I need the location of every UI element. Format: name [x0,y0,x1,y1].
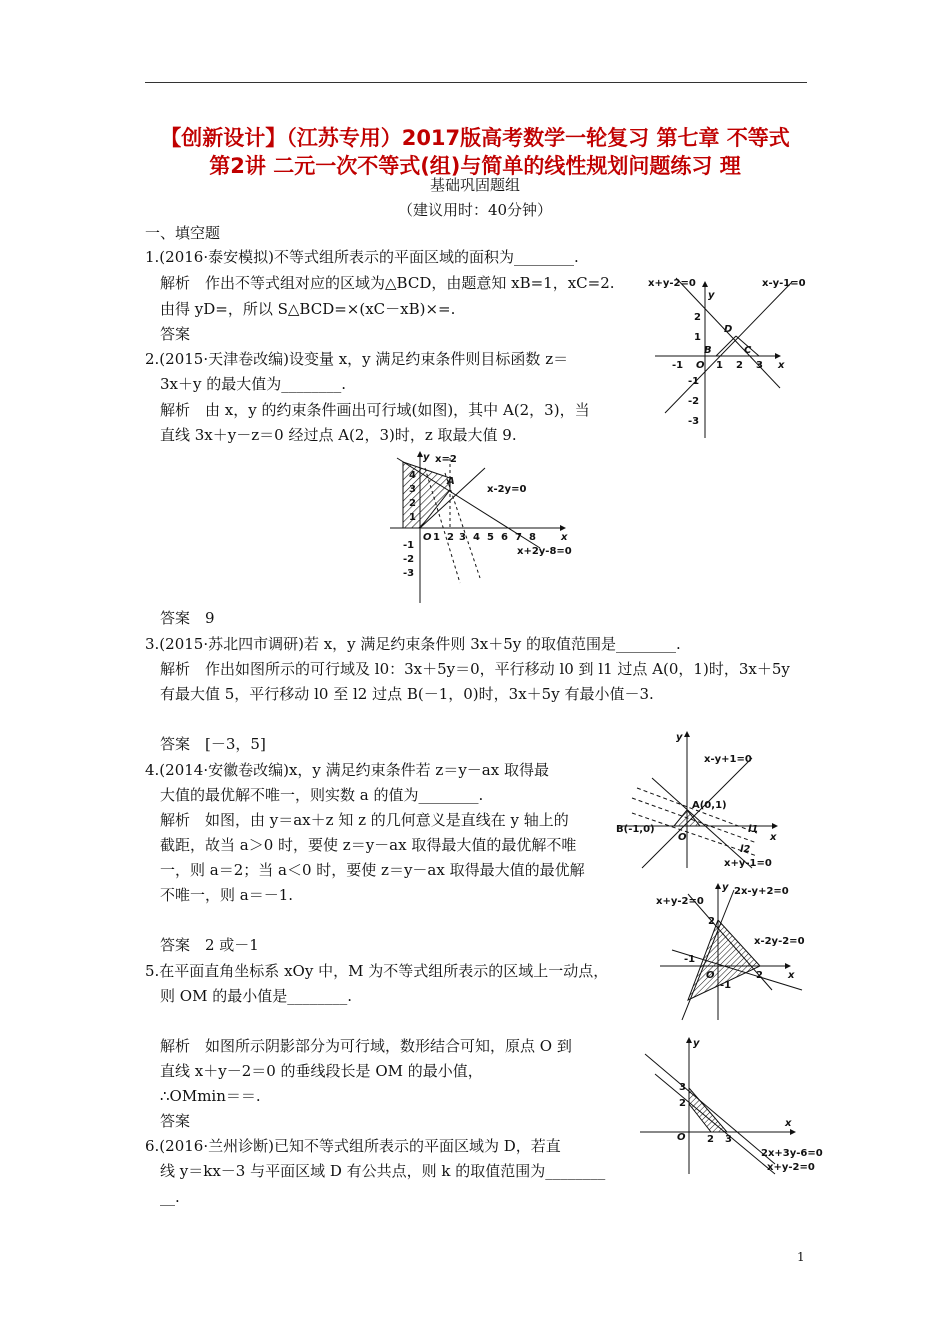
problem-5-answer: 答案 [160,1112,191,1130]
problem-3-answer: 答案 [－3，5] [160,735,266,753]
fig1-label-11: O [696,360,705,371]
fig2-label-10: 1 [433,532,440,543]
fig4-label-9: x [788,970,795,981]
problem-4-solution-line-1: 解析 如图，由 y＝ax＋z 知 z 的几何意义是直线在 y 轴上的 [160,811,569,829]
fig5-label-2: 3 [679,1082,686,1093]
problem-4-question-line-1: 4.(2014·安徽卷改编)x，y 满足约束条件若 z＝y－ax 取得最 [145,761,549,779]
problem-1-answer: 答案 [160,325,191,343]
figure-4-feasible-region [652,880,822,1026]
suggested-time: （建议用时：40分钟） [397,201,553,219]
fig1-label-15: -1 [688,376,700,387]
problem-4-question-line-2: 大值的最优解不唯一，则实数 a 的值为________. [160,786,484,804]
problem-5-question-line-2: 则 OM 的最小值是________. [160,987,352,1005]
fig1-label-12: 1 [716,360,723,371]
fig3-label-9: x+y-1=0 [724,858,772,869]
problem-5-solution-line-2: 直线 x＋y－2＝0 的垂线段长是 OM 的最小值， [160,1062,483,1080]
fig2-label-7: 2 [409,498,416,509]
fig2-label-3: A [447,476,455,487]
fig2-label-15: 6 [501,532,508,543]
fig3-label-7: l2 [740,844,751,855]
fig1-label-17: -3 [688,416,700,427]
fig1-label-9: C [744,345,752,356]
problem-6-question-line-3: __. [160,1188,180,1206]
fig1-label-3: y [708,290,715,301]
problem-6-question-line-2: 线 y＝kx－3 与平面区域 D 有公共点，则 k 的取值范围为________ [160,1162,606,1180]
fig4-label-7: O [706,970,715,981]
problem-2-question-line-2: 3x＋y 的最大值为________. [160,375,347,393]
group-heading: 基础巩固题组 [429,176,520,194]
figure-3-feasible-region [612,728,792,870]
problem-2-question-line-1: 2.(2015·天津卷改编)设变量 x，y 满足约束条件则目标函数 z＝ [145,350,569,368]
fig1-label-6: 1 [694,332,701,343]
fig5-label-8: 2x+3y-6=0 [761,1148,823,1159]
fig3-label-2: x-y+1=0 [704,754,752,765]
fig1-label-13: 2 [736,360,743,371]
fig4-label-10: -1 [720,980,732,991]
fig1-label-7: D [724,324,733,335]
fig3-label-3: A(0,1) [692,800,727,811]
problem-2-solution-line-1: 解析 由 x，y 的约束条件画出可行域(如图)，其中 A(2，3)，当 [160,401,590,419]
fig2-label-12: 3 [459,532,466,543]
fig4-label-1: x+y-2=0 [656,896,704,907]
fig5-label-1: y [693,1038,700,1049]
figure-5-feasible-region [635,1034,830,1176]
fig2-label-9: O [423,532,432,543]
fig2-label-5: 4 [409,470,416,481]
page-number: 1 [797,1250,805,1264]
problem-3-solution-line-1: 解析 作出如图所示的可行域及 l0：3x＋5y＝0，平行移动 l0 到 l1 过点 A(0，1)时，3x＋5y [160,660,790,678]
problem-5-solution-line-3: ∴OMmin＝＝. [160,1087,261,1105]
problem-5-solution-line-1: 解析 如图所示阴影部分为可行域，数形结合可知，原点 O 到 [160,1037,572,1055]
fig5-label-7: x [785,1118,792,1129]
fig2-label-14: 5 [487,532,494,543]
problem-3-question: 3.(2015·苏北四市调研)若 x，y 满足约束条件则 3x＋5y 的取值范围是________. [145,635,681,653]
problem-1-question: 1.(2016·泰安模拟)不等式组所表示的平面区域的面积为________. [145,248,579,266]
fig4-label-3: 2x-y+2=0 [734,886,789,897]
problem-5-question-line-1: 5.在平面直角坐标系 xOy 中，M 为不等式组所表示的区域上一动点， [145,962,609,980]
fig2-label-2: x=2 [435,454,457,465]
fig3-label-8: x [770,832,777,843]
header-rule [145,82,807,83]
fig1-label-5: 2 [694,312,701,323]
fig2-label-18: x [561,532,568,543]
fig2-label-19: -1 [403,540,415,551]
fig5-label-9: x+y-2=0 [767,1162,815,1173]
fig5-label-6: 3 [725,1134,732,1145]
problem-4-solution-line-2: 截距，故当 a＞0 时，要使 z＝y－ax 取得最大值的最优解不唯 [160,836,577,854]
problem-1-solution-line-2: 由得 yD=，所以 S△BCD=×(xC－xB)×=. [160,300,456,318]
fig2-label-16: 7 [515,532,522,543]
fig2-label-6: 3 [409,484,416,495]
fig1-label-1: x+y-2=0 [648,278,696,289]
problem-4-solution-line-3: 一，则 a＝2；当 a＜0 时，要使 z＝y－ax 取得最大值的最优解 [160,861,585,879]
problem-1-solution-line-1: 解析 作出不等式组对应的区域为△BCD，由题意知 xB=1，xC=2. [160,274,615,292]
problem-4-answer: 答案 2 或－1 [160,936,259,954]
fig4-label-2: y [722,882,729,893]
section-heading: 一、填空题 [145,224,221,242]
fig2-label-11: 2 [447,532,454,543]
problem-2-answer: 答案 9 [160,609,215,627]
problem-4-solution-line-4: 不唯一，则 a＝－1. [160,886,294,904]
fig2-label-4: x-2y=0 [487,484,527,495]
figure-1-feasible-region [640,268,815,440]
fig5-label-5: 2 [707,1134,714,1145]
fig5-label-3: 2 [679,1098,686,1109]
fig4-label-8: 2 [756,970,763,981]
fig2-label-1: y [423,452,430,463]
fig1-label-16: -2 [688,396,700,407]
fig3-label-6: l1 [748,824,759,835]
fig2-label-17: 8 [529,532,536,543]
fig1-label-4: x [778,360,785,371]
problem-3-solution-line-2: 有最大值 5，平行移动 l0 至 l2 过点 B(－1，0)时，3x＋5y 有最小值－3. [160,685,654,703]
fig2-label-22: x+2y-8=0 [517,546,572,557]
fig4-label-4: 2 [708,916,715,927]
problem-6-question-line-1: 6.(2016·兰州诊断)已知不等式组所表示的平面区域为 D，若直 [145,1137,561,1155]
fig3-label-4: B(-1,0) [616,824,655,835]
fig2-label-21: -3 [403,568,415,579]
title-line-2: 第2讲 二元一次不等式(组)与简单的线性规划问题练习 理 [209,154,741,178]
fig2-label-20: -2 [403,554,415,565]
fig1-label-10: -1 [672,360,684,371]
fig1-label-14: 3 [756,360,763,371]
fig2-label-8: 1 [409,512,416,523]
fig3-label-5: O [678,832,687,843]
fig2-label-13: 4 [473,532,480,543]
problem-2-solution-line-2: 直线 3x＋y－z＝0 经过点 A(2，3)时，z 取最大值 9. [160,426,517,444]
figure-2-feasible-region [385,448,600,606]
fig5-label-4: O [677,1132,686,1143]
fig1-label-2: x-y-1=0 [762,278,806,289]
fig4-label-6: -1 [684,954,696,965]
fig3-label-1: y [676,732,683,743]
title-line-1: 【创新设计】（江苏专用）2017版高考数学一轮复习 第七章 不等式 [160,126,790,150]
fig4-label-5: x-2y-2=0 [754,936,805,947]
fig1-label-8: B [704,345,712,356]
